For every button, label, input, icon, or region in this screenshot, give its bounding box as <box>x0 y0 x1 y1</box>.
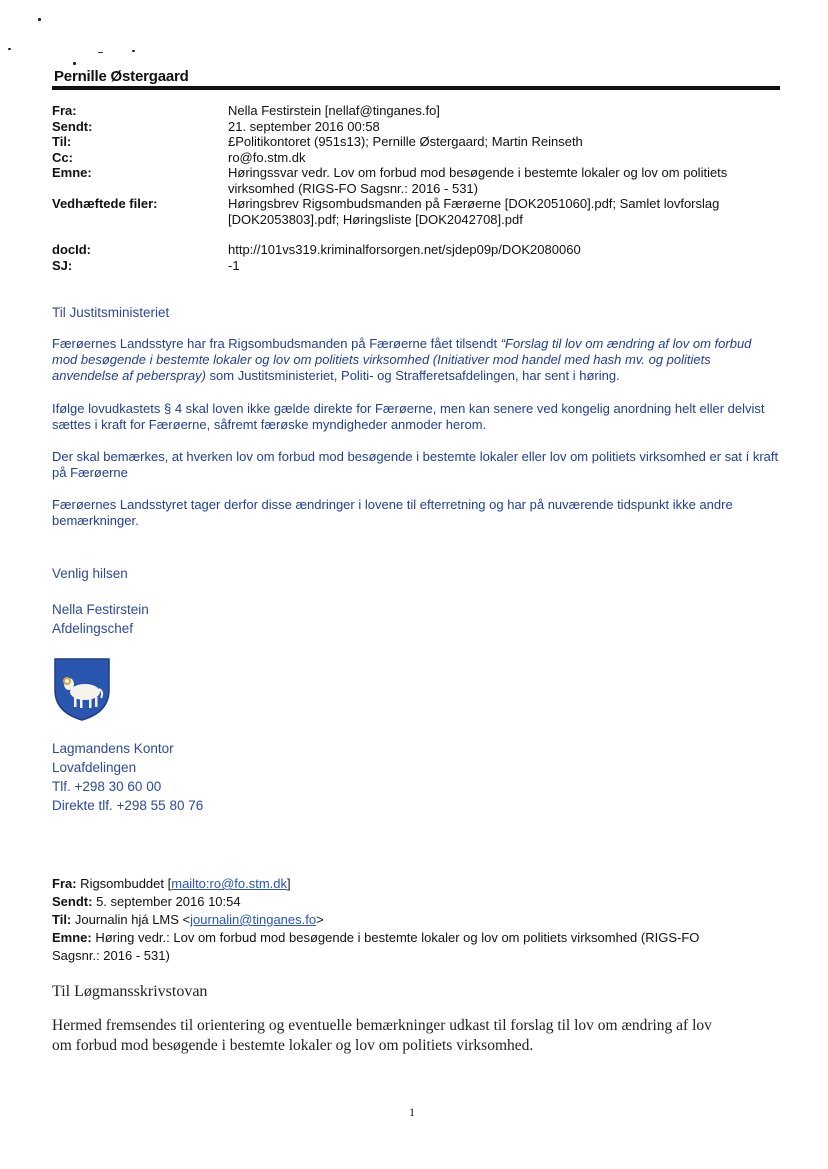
title-rule <box>52 86 780 90</box>
fwd-body-line-2: om forbud mod besøgende i bestemte lokaler og lov om politiets virksomhed. <box>52 1037 534 1054</box>
page-number: 1 <box>409 1105 415 1119</box>
meta-sent-value: 21. september 2016 00:58 <box>228 119 380 134</box>
meta-sent-label: Sendt: <box>52 119 93 134</box>
fwd-subject-row-2: Sagsnr.: 2016 - 531) <box>52 948 170 963</box>
fwd-subject-label: Emne: <box>52 930 92 945</box>
meta-attachments-value-2: [DOK2053803].pdf; Høringsliste [DOK2042708].pdf <box>228 212 523 227</box>
fwd-to-end: > <box>316 912 324 927</box>
faroe-coat-of-arms-logo <box>52 656 112 722</box>
fwd-from-text: Rigsombuddet [ <box>76 876 172 891</box>
fwd-to-email-link[interactable]: journalin@tinganes.fo <box>190 912 317 927</box>
fwd-from-label: Fra: <box>52 876 77 891</box>
mailbox-owner-title: Pernille Østergaard <box>54 68 189 85</box>
fwd-from-end: ] <box>287 876 291 891</box>
meta-cc-label: Cc: <box>52 150 73 165</box>
body-paragraph-4: Færøernes Landsstyret tager derfor disse ændringer i lovene til efterretning og har på nuværende tidspunkt ikke andre bemærkninger. <box>52 497 733 528</box>
meta-from-label: Fra: <box>52 103 77 118</box>
office-department: Lovafdelingen <box>52 760 137 775</box>
body-paragraph-2: Ifølge lovudkastets § 4 skal loven ikke gælde direkte for Færøerne, men kan senere ved kongelig anordning helt eller delvist sættes i kraft for Færøerne, såfremt færøske myndigheder anmoder herom. <box>52 401 765 432</box>
meta-subject-value-1: Høringssvar vedr. Lov om forbud mod besøgende i bestemte lokaler og lov om politiets <box>228 165 728 180</box>
fwd-to-text: Journalin hjá LMS < <box>71 912 191 927</box>
meta-from-value: Nella Festirstein [nellaf@tinganes.fo] <box>228 103 440 118</box>
office-direct-phone: Direkte tlf. +298 55 80 76 <box>52 798 204 813</box>
meta-docid-label: docId: <box>52 242 91 257</box>
body-paragraph-1 <box>52 336 780 384</box>
meta-docid-value: http://101vs319.kriminalforsorgen.net/sjdep09p/DOK2080060 <box>228 242 581 257</box>
closing: Venlig hilsen <box>52 566 128 581</box>
fwd-subject-row <box>52 929 782 946</box>
fwd-to-label: Til: <box>52 912 72 927</box>
body-paragraph-1-start: Færøernes Landsstyre har fra Rigsombudsmanden på Færøerne fået tilsendt <box>52 336 501 351</box>
body-paragraph-1-quote: “Forslag til lov om ændring af lov om forbud mod besøgende i bestemte lokaler og lov om politiets virksomhed (Initiativer mod handel med hash mv. og politiets anvendelse af peberspray) <box>52 336 752 383</box>
fwd-subject-text: Høring vedr.: Lov om forbud mod besøgende i bestemte lokaler og lov om politiets virksomhed (RIGS-FO <box>91 930 700 945</box>
signature-name: Nella Festirstein <box>52 602 149 617</box>
signature-role: Afdelingschef <box>52 621 134 636</box>
meta-sj-label: SJ: <box>52 258 73 273</box>
body-salutation: Til Justitsministeriet <box>52 305 170 320</box>
meta-subject-value-2: virksomhed (RIGS-FO Sagsnr.: 2016 - 531) <box>228 181 478 196</box>
fwd-from-row <box>52 875 782 892</box>
fwd-from-email-link[interactable]: mailto:ro@fo.stm.dk <box>171 876 288 891</box>
body-paragraph-1-end: som Justitsministeriet, Politi- og Strafferetsafdelingen, har sent i høring. <box>205 368 620 383</box>
fwd-sent-row <box>52 893 782 910</box>
meta-attachments-label: Vedhæftede filer: <box>52 196 158 211</box>
fwd-greeting: Til Løgmansskrivstovan <box>52 983 208 1000</box>
fwd-body-line-1: Hermed fremsendes til orientering og eventuelle bemærkninger udkast til forslag til lov om ændring af lov <box>52 1017 712 1034</box>
office-name: Lagmandens Kontor <box>52 741 174 756</box>
meta-cc-value: ro@fo.stm.dk <box>228 150 306 165</box>
meta-sj-value: -1 <box>228 258 240 273</box>
meta-subject-label: Emne: <box>52 165 92 180</box>
meta-to-label: Til: <box>52 134 72 149</box>
meta-to-value: £Politikontoret (951s13); Pernille Østergaard; Martin Reinseth <box>228 134 583 149</box>
fwd-to-row <box>52 911 782 928</box>
meta-attachments-value-1: Høringsbrev Rigsombudsmanden på Færøerne [DOK2051060].pdf; Samlet lovforslag <box>228 196 720 211</box>
fwd-sent-label: Sendt: <box>52 894 93 909</box>
body-paragraph-3: Der skal bemærkes, at hverken lov om forbud mod besøgende i bestemte lokaler eller lov om politiets virksomhed er sat í kraft på Færøerne <box>52 449 779 480</box>
office-phone: Tlf. +298 30 60 00 <box>52 779 162 794</box>
fwd-sent-text: 5. september 2016 10:54 <box>92 894 241 909</box>
